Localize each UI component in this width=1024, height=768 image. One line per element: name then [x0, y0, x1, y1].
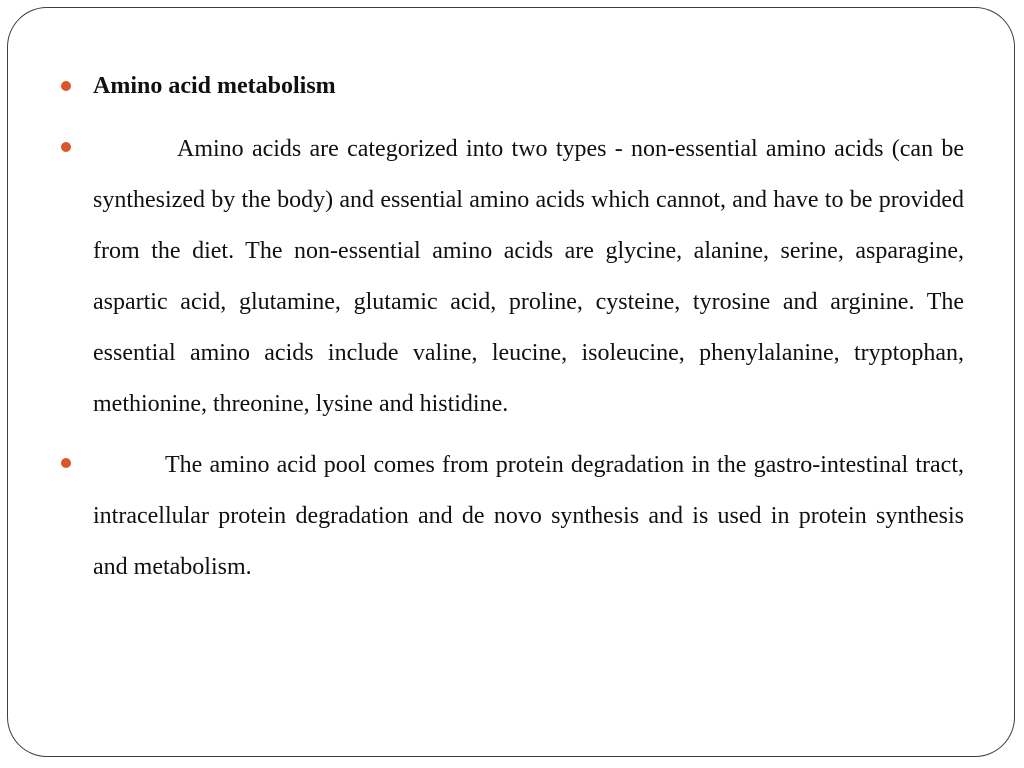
bullet-dot-icon [61, 458, 71, 468]
bullet-heading [60, 66, 964, 106]
slide-content [60, 66, 964, 593]
bullet-dot-icon [61, 81, 71, 91]
bullet-paragraph-1 [60, 124, 964, 430]
paragraph-text: The amino acid pool comes from protein degradation in the gastro-intestinal tract, intracellular protein degradation and de novo synthesis and is used in protein synthesis and metabolism. [93, 452, 964, 580]
bullet-dot-icon [61, 142, 71, 152]
slide-heading: Amino acid metabolism [93, 73, 336, 99]
paragraph-text: Amino acids are categorized into two types - non-essential amino acids (can be synthesized by the body) and essential amino acids which cannot, and have to be provided from the diet. The non-essential amino acids are glycine, alanine, serine, asparagine, aspartic acid, glutamine, glutamic acid, proline, cysteine, tyrosine and arginine. The essential amino acids include valine, leucine, isoleucine, phenylalanine, tryptophan, methionine, threonine, lysine and histidine. [93, 136, 964, 417]
bullet-paragraph-2 [60, 440, 964, 593]
